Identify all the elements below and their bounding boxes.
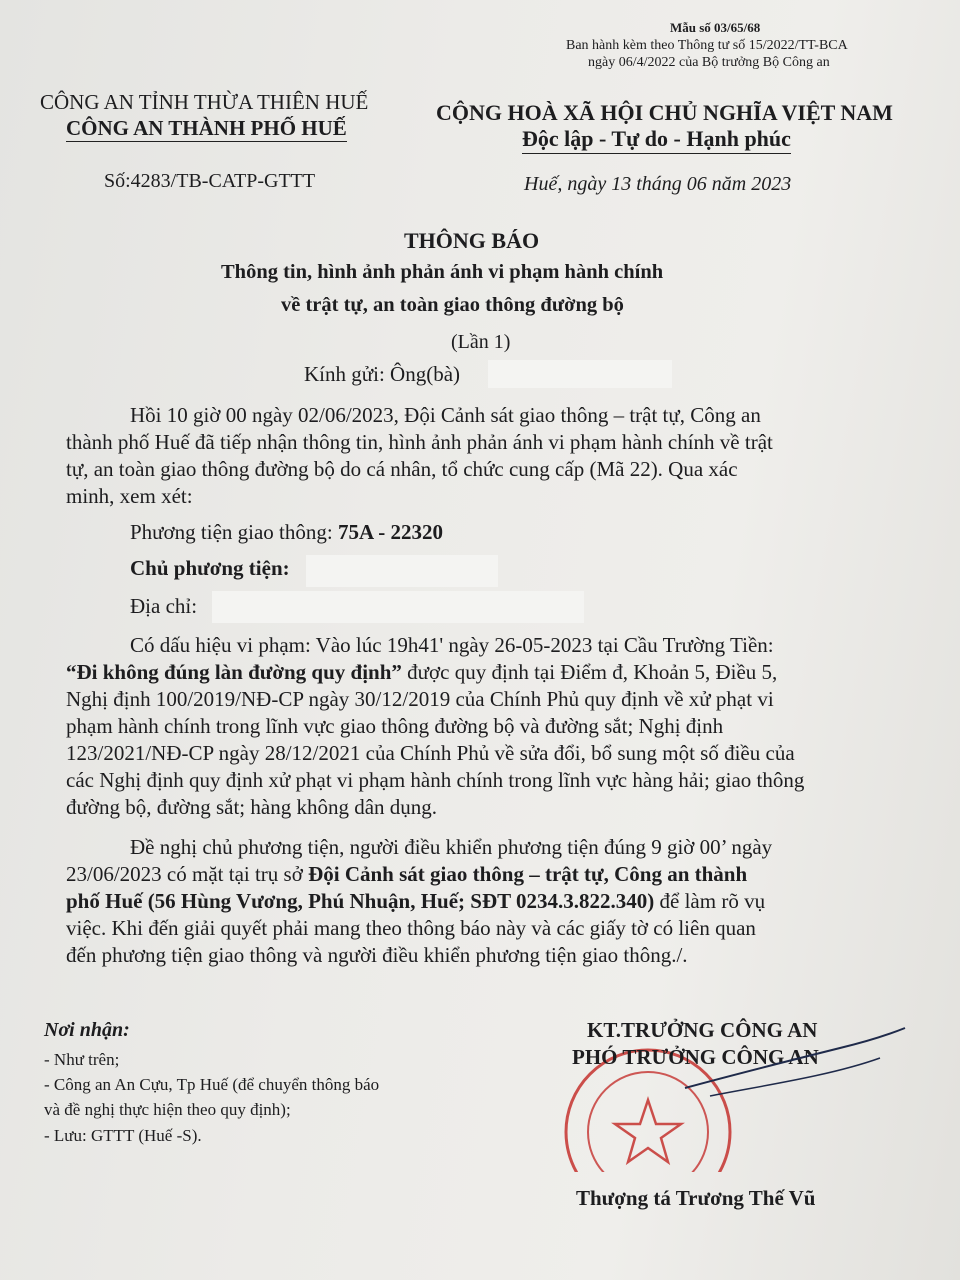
issued-by-line-1: Ban hành kèm theo Thông tư số 15/2022/TT-BCA — [566, 38, 848, 53]
redacted-address — [212, 591, 584, 623]
body-p3-line-2a: 23/06/2023 có mặt tại trụ sở — [66, 862, 309, 886]
recipients-item-1: - Như trên; — [44, 1050, 120, 1069]
agency-parent: CÔNG AN TỈNH THỪA THIÊN HUẾ — [40, 90, 369, 114]
document-title: THÔNG BÁO — [404, 228, 540, 253]
body-p3-line-1: Đề nghị chủ phương tiện, người điều khiển phương tiện đúng 9 giờ 00’ ngày — [130, 835, 773, 859]
recipients-title: Nơi nhận: — [44, 1019, 130, 1041]
recipients-item-4: - Lưu: GTTT (Huế -S). — [44, 1126, 202, 1145]
notice-round: (Lần 1) — [451, 331, 511, 353]
body-p1-line-1: Hồi 10 giờ 00 ngày 02/06/2023, Đội Cảnh sát giao thông – trật tự, Công an — [130, 403, 761, 427]
body-p1-line-2: thành phố Huế đã tiếp nhận thông tin, hình ảnh phản ánh vi phạm hành chính về trật — [66, 430, 773, 454]
document-number: Số:4283/TB-CATP-GTTT — [104, 170, 316, 192]
recipients-item-3: và đề nghị thực hiện theo quy định); — [44, 1100, 291, 1119]
body-p2-line-4: phạm hành chính trong lĩnh vực giao thông đường bộ và đường sắt; Nghị định — [66, 714, 724, 738]
place-date: Huế, ngày 13 tháng 06 năm 2023 — [524, 173, 792, 195]
body-p3-line-3b: phố Huế (56 Hùng Vương, Phú Nhuận, Huế; SĐT 0234.3.822.340) — [66, 889, 655, 913]
redacted-owner — [306, 555, 498, 587]
vehicle-label: Phương tiện giao thông: — [130, 520, 338, 544]
body-p2-line-3: Nghị định 100/2019/NĐ-CP ngày 30/12/2019 của Chính Phủ quy định về xử phạt vi — [66, 687, 774, 711]
issued-by-line-2: ngày 06/4/2022 của Bộ trưởng Bộ Công an — [588, 55, 830, 70]
handwritten-signature — [680, 1018, 910, 1108]
body-p2-line-6: các Nghị định quy định xử phạt vi phạm hành chính trong lĩnh vực hàng hải; giao thông — [66, 768, 805, 792]
document-subtitle-2: về trật tự, an toàn giao thông đường bộ — [281, 294, 624, 316]
body-p3-line-2b: Đội Cảnh sát giao thông – trật tự, Công an thành — [308, 862, 748, 886]
body-p3-line-5: đến phương tiện giao thông và người điều khiển phương tiện giao thông./. — [66, 943, 688, 967]
body-p2-line-2 — [66, 660, 777, 685]
body-p3-line-2 — [66, 862, 747, 887]
signer-name: Thượng tá Trương Thế Vũ — [576, 1186, 816, 1210]
form-number: Mẫu số 03/65/68 — [670, 20, 761, 35]
agency-name-text: CÔNG AN THÀNH PHỐ HUẾ — [66, 116, 347, 140]
body-p2-line-2-rest: được quy định tại Điểm đ, Khoản 5, Điều 5, — [401, 660, 778, 684]
violation-text: “Đi không đúng làn đường quy định” — [66, 660, 402, 684]
nation-name: CỘNG HOÀ XÃ HỘI CHỦ NGHĨA VIỆT NAM — [436, 100, 893, 125]
body-p1-line-4: minh, xem xét: — [66, 484, 193, 508]
recipient-label: Kính gửi: Ông(bà) — [304, 362, 461, 386]
recipient-line — [304, 362, 460, 387]
body-p1-line-3: tự, an toàn giao thông đường bộ do cá nhân, tổ chức cung cấp (Mã 22). Qua xác — [66, 457, 738, 481]
body-p2-line-5: 123/2021/NĐ-CP ngày 28/12/2021 của Chính Phủ về sửa đổi, bổ sung một số điều của — [66, 741, 795, 765]
body-p3-line-4: việc. Khi đến giải quyết phải mang theo thông báo này và các giấy tờ có liên quan — [66, 916, 756, 940]
agency-name — [66, 116, 347, 141]
body-p3-line-3 — [66, 889, 765, 914]
national-motto: Độc lập - Tự do - Hạnh phúc — [522, 126, 791, 154]
body-p2-line-7: đường bộ, đường sắt; hàng không dân dụng. — [66, 795, 438, 819]
body-p3-line-3-rest: để làm rõ vụ — [654, 889, 766, 913]
recipients-item-2: - Công an An Cựu, Tp Huế (để chuyển thông báo — [44, 1075, 380, 1094]
redacted-recipient-name — [488, 360, 672, 388]
document-subtitle-1: Thông tin, hình ảnh phản ánh vi phạm hành chính — [221, 261, 664, 283]
owner-label: Chủ phương tiện: — [130, 556, 290, 580]
vehicle-plate: 75A - 22320 — [337, 520, 443, 544]
address-label: Địa chỉ: — [130, 594, 198, 618]
body-p2-line-1: Có dấu hiệu vi phạm: Vào lúc 19h41' ngày 26-05-2023 tại Cầu Trường Tiền: — [130, 633, 774, 657]
signature-title-2: PHÓ TRƯỞNG CÔNG AN — [572, 1045, 819, 1069]
vehicle-line — [130, 520, 443, 545]
signature-title-1: KT.TRƯỞNG CÔNG AN — [587, 1018, 818, 1042]
